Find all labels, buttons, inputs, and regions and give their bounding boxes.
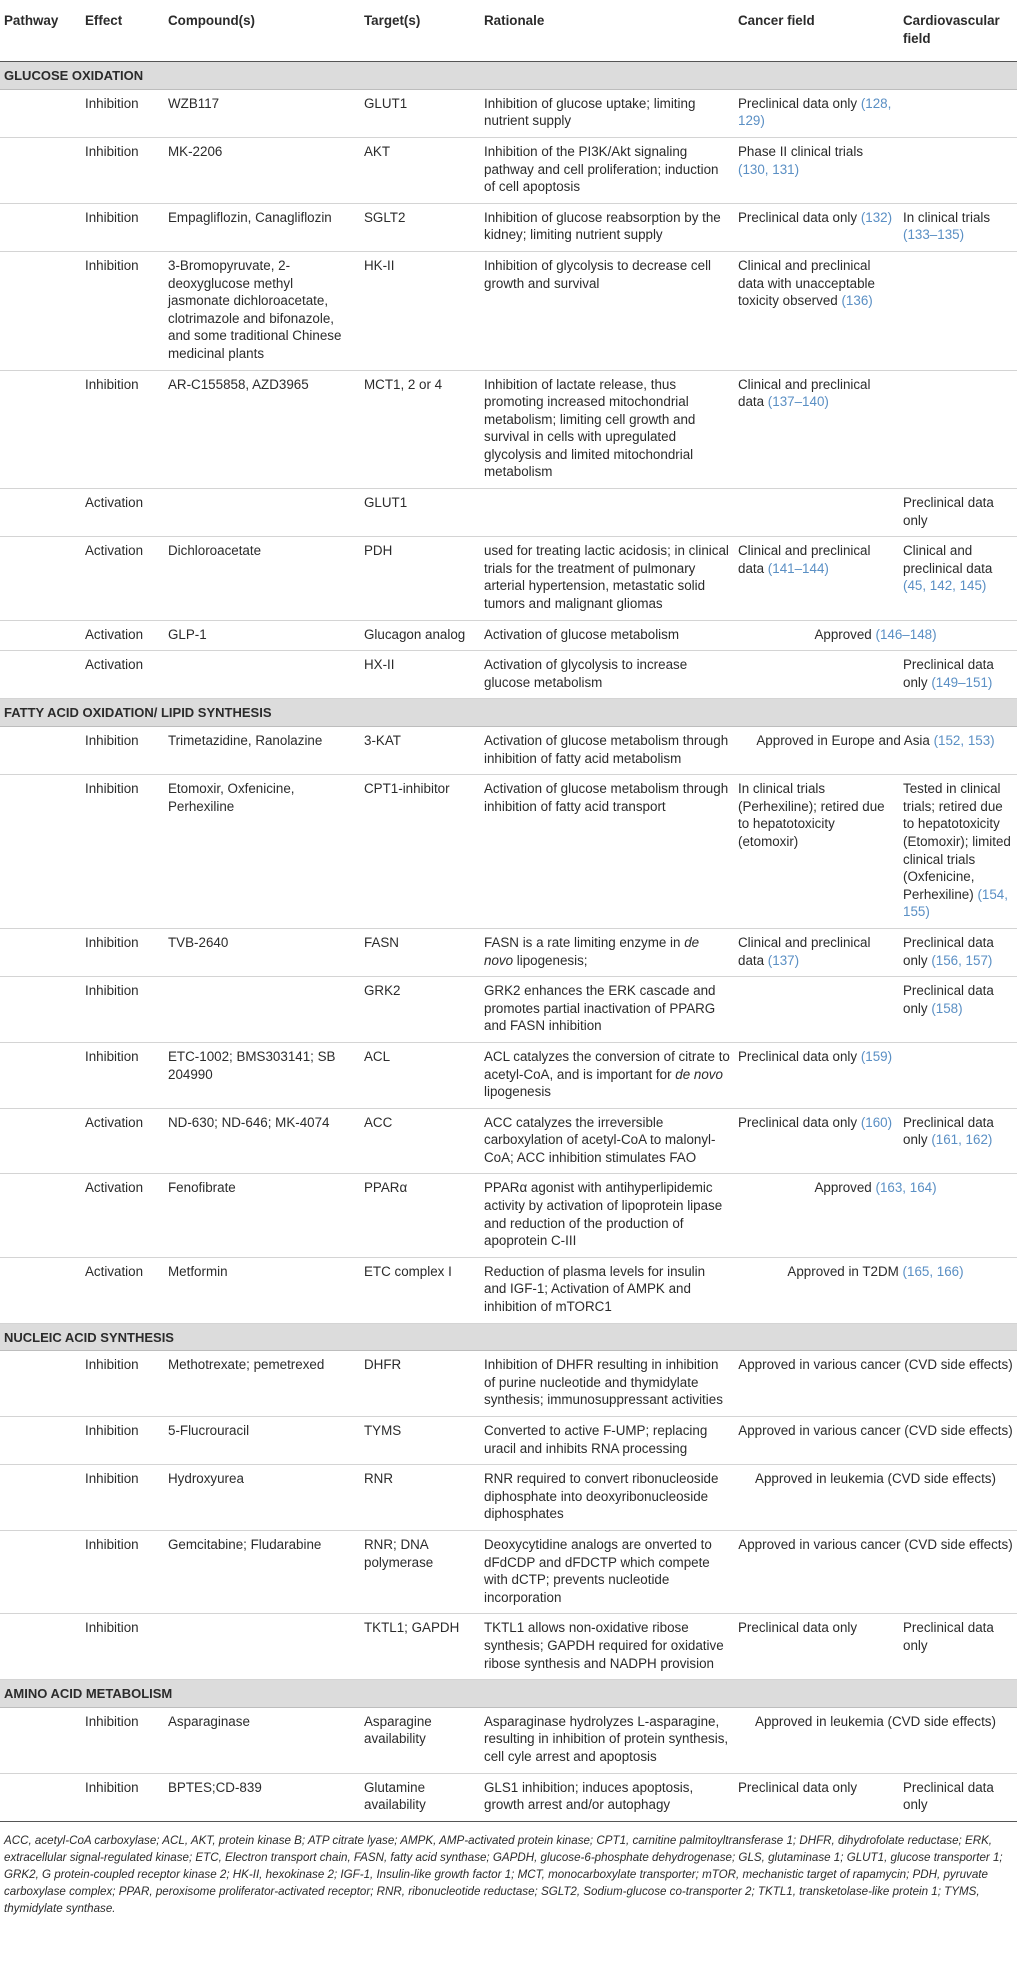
cardiovascular-field-cell — [899, 370, 1017, 489]
cancer-field-cell-text: Phase II clinical trials — [738, 143, 864, 159]
cancer-field-cell — [734, 651, 899, 699]
cancer-field-cell — [734, 489, 899, 537]
cardiovascular-field-cell-refs: (133–135) — [903, 227, 965, 243]
combined-field-cell-text: Approved in various cancer (CVD side effects) — [738, 1423, 1013, 1438]
table-row — [0, 1530, 1017, 1613]
cancer-field-cell-refs: (137–140) — [767, 394, 829, 410]
cancer-field-cell — [734, 537, 899, 620]
targets-cell: RNR — [360, 1465, 480, 1531]
pathway-cell — [0, 651, 81, 699]
cardiovascular-field-cell-text: Preclinical data only — [903, 495, 994, 528]
combined-field-cell-text: Approved in leukemia (CVD side effects) — [755, 1713, 996, 1729]
combined-field-cell-refs: (146–148) — [875, 626, 937, 642]
effect-cell: Activation — [81, 1108, 164, 1174]
effect-cell: Inhibition — [81, 1773, 164, 1821]
pathway-cell — [0, 137, 81, 203]
combined-field-cell — [734, 1417, 1017, 1465]
table-row — [0, 1417, 1017, 1465]
compounds-cell: 5-Flucrouracil — [164, 1417, 360, 1465]
cardiovascular-field-cell-text: Preclinical data only — [903, 983, 994, 1016]
compounds-cell: BPTES;CD-839 — [164, 1773, 360, 1821]
effect-cell: Inhibition — [81, 251, 164, 370]
compounds-cell: MK-2206 — [164, 137, 360, 203]
pathway-cell — [0, 620, 81, 651]
cancer-field-cell — [734, 137, 899, 203]
section-row — [0, 699, 1017, 727]
combined-field-cell — [734, 1351, 1017, 1417]
combined-field-cell — [734, 1530, 1017, 1613]
effect-cell: Inhibition — [81, 89, 164, 137]
rationale-cell: Activation of glucose metabolism through inhibition of fatty acid metabolism — [480, 727, 734, 775]
cardiovascular-field-cell-refs: (156, 157) — [931, 952, 993, 968]
pathway-cell — [0, 1417, 81, 1465]
pathway-cell — [0, 775, 81, 929]
compounds-cell: Asparaginase — [164, 1707, 360, 1773]
cardiovascular-field-cell — [899, 928, 1017, 976]
targets-cell: ETC complex I — [360, 1257, 480, 1323]
rationale-cell: TKTL1 allows non-oxidative ribose synthesis; GAPDH required for oxidative ribose synthesis and NADPH provision — [480, 1614, 734, 1680]
effect-cell: Activation — [81, 651, 164, 699]
compounds-cell — [164, 977, 360, 1043]
compounds-cell: Metformin — [164, 1257, 360, 1323]
effect-cell: Inhibition — [81, 977, 164, 1043]
rationale-cell: used for treating lactic acidosis; in clinical trials for the treatment of pulmonary arterial hypertension, metastatic solid tumors and malignant gliomas — [480, 537, 734, 620]
table-row — [0, 977, 1017, 1043]
combined-field-cell — [734, 620, 1017, 651]
compounds-cell — [164, 489, 360, 537]
effect-cell: Inhibition — [81, 1465, 164, 1531]
cancer-field-cell — [734, 1108, 899, 1174]
cancer-field-cell — [734, 89, 899, 137]
rationale-cell: GLS1 inhibition; induces apoptosis, growth arrest and/or autophagy — [480, 1773, 734, 1821]
cardiovascular-field-cell — [899, 1108, 1017, 1174]
compounds-cell: Trimetazidine, Ranolazine — [164, 727, 360, 775]
italic-term: de novo — [675, 1066, 723, 1082]
effect-cell: Inhibition — [81, 137, 164, 203]
cardiovascular-field-cell — [899, 251, 1017, 370]
rationale-cell: Asparaginase hydrolyzes L-asparagine, resulting in inhibition of protein synthesis, cell cyle arrest and apoptosis — [480, 1707, 734, 1773]
cardiovascular-field-cell-text: Preclinical data only — [903, 1114, 994, 1148]
table-row — [0, 1042, 1017, 1108]
table-row — [0, 1351, 1017, 1417]
section-row — [0, 1680, 1017, 1708]
effect-cell: Activation — [81, 537, 164, 620]
effect-cell: Inhibition — [81, 775, 164, 929]
combined-field-cell-refs: (163, 164) — [875, 1180, 937, 1196]
compounds-cell: Empagliflozin, Canagliflozin — [164, 203, 360, 251]
section-title: AMINO ACID METABOLISM — [0, 1680, 1017, 1708]
cancer-field-cell — [734, 1042, 899, 1108]
targets-cell: Asparagine availability — [360, 1707, 480, 1773]
cardiovascular-field-cell — [899, 1042, 1017, 1108]
cancer-field-cell — [734, 251, 899, 370]
compounds-cell: GLP-1 — [164, 620, 360, 651]
effect-cell: Inhibition — [81, 1417, 164, 1465]
targets-cell: Glucagon analog — [360, 620, 480, 651]
rationale-cell: RNR required to convert ribonucleoside diphosphate into deoxyribonucleoside diphosphates — [480, 1465, 734, 1531]
combined-field-cell-text: Approved in Europe and Asia — [756, 733, 930, 748]
cardiovascular-field-cell — [899, 1773, 1017, 1821]
table-row — [0, 1465, 1017, 1531]
rationale-cell: Converted to active F-UMP; replacing uracil and inhibits RNA processing — [480, 1417, 734, 1465]
pathway-cell — [0, 727, 81, 775]
cancer-field-cell-refs: (128, 129) — [738, 95, 892, 129]
pathway-cell — [0, 1707, 81, 1773]
targets-cell: HK-II — [360, 251, 480, 370]
pathway-cell — [0, 537, 81, 620]
cancer-field-cell — [734, 977, 899, 1043]
targets-cell: Glutamine availability — [360, 1773, 480, 1821]
table-row — [0, 1108, 1017, 1174]
targets-cell: ACL — [360, 1042, 480, 1108]
header-pathway: Pathway — [0, 4, 81, 62]
header-effect: Effect — [81, 4, 164, 62]
cardiovascular-field-cell-text: Preclinical data only — [903, 1620, 994, 1653]
cardiovascular-field-cell — [899, 775, 1017, 929]
pathway-cell — [0, 1351, 81, 1417]
targets-cell: DHFR — [360, 1351, 480, 1417]
pathway-cell — [0, 928, 81, 976]
cardiovascular-field-cell — [899, 537, 1017, 620]
table-row — [0, 89, 1017, 137]
combined-field-cell — [734, 1465, 1017, 1531]
effect-cell: Inhibition — [81, 203, 164, 251]
table-row — [0, 489, 1017, 537]
table-row — [0, 370, 1017, 489]
targets-cell: GRK2 — [360, 977, 480, 1043]
cancer-field-cell-text: Preclinical data only — [738, 1620, 858, 1636]
table-row — [0, 1707, 1017, 1773]
cardiovascular-field-cell-refs: (158) — [931, 1000, 963, 1016]
cancer-field-cell-text: Clinical and preclinical data — [738, 934, 871, 968]
combined-field-cell-text: Approved in various cancer (CVD side effects) — [738, 1357, 1013, 1373]
combined-field-cell — [734, 1257, 1017, 1323]
compounds-cell: ND-630; ND-646; MK-4074 — [164, 1108, 360, 1174]
table-row — [0, 1773, 1017, 1821]
combined-field-cell-refs: (165, 166) — [902, 1263, 964, 1279]
effect-cell: Inhibition — [81, 727, 164, 775]
effect-cell: Inhibition — [81, 1351, 164, 1417]
cancer-field-cell-text: Preclinical data only — [738, 95, 858, 111]
cardiovascular-field-cell-text: Tested in clinical trials; retired due to hepatotoxicity (Etomoxir); limited clinical trials (Oxfenicine, Perhexiline) — [903, 781, 1011, 902]
cancer-field-cell — [734, 370, 899, 489]
combined-field-cell-refs: (152, 153) — [933, 733, 995, 748]
pathway-cell — [0, 1530, 81, 1613]
cancer-field-cell-refs: (132) — [860, 209, 893, 225]
cancer-field-cell-text: In clinical trials (Perhexiline); retired due to hepatotoxicity (etomoxir) — [738, 781, 885, 849]
table-row — [0, 251, 1017, 370]
effect-cell: Inhibition — [81, 928, 164, 976]
pathway-cell — [0, 1773, 81, 1821]
rationale-cell: ACL catalyzes the conversion of citrate to acetyl-CoA, and is important for de novo lipogenesis — [480, 1042, 734, 1108]
section-title: NUCLEIC ACID SYNTHESIS — [0, 1323, 1017, 1351]
metabolic-targets-table — [0, 4, 1017, 1822]
pathway-cell — [0, 203, 81, 251]
compounds-cell: Hydroxyurea — [164, 1465, 360, 1531]
combined-field-cell-text: Approved — [814, 1180, 872, 1196]
cardiovascular-field-cell-refs: (149–151) — [931, 674, 993, 690]
rationale-cell: Inhibition of glucose uptake; limiting nutrient supply — [480, 89, 734, 137]
rationale-cell: PPARα agonist with antihyperlipidemic activity by activation of lipoprotein lipase and reduction of the production of apoprotein C-III — [480, 1174, 734, 1257]
section-title: FATTY ACID OXIDATION/ LIPID SYNTHESIS — [0, 699, 1017, 727]
table-row — [0, 1174, 1017, 1257]
cardiovascular-field-cell — [899, 203, 1017, 251]
cardiovascular-field-cell-text: Preclinical data only — [903, 1779, 994, 1813]
pathway-cell — [0, 1257, 81, 1323]
rationale-cell: Inhibition of DHFR resulting in inhibition of purine nucleotide and thymidylate synthesis; immunosuppressant activities — [480, 1351, 734, 1417]
effect-cell: Activation — [81, 1257, 164, 1323]
compounds-cell: AR-C155858, AZD3965 — [164, 370, 360, 489]
pathway-cell — [0, 1614, 81, 1680]
header-compounds: Compound(s) — [164, 4, 360, 62]
cancer-field-cell — [734, 1773, 899, 1821]
targets-cell: TKTL1; GAPDH — [360, 1614, 480, 1680]
compounds-cell: Methotrexate; pemetrexed — [164, 1351, 360, 1417]
cancer-field-cell-refs: (137) — [767, 952, 800, 968]
cancer-field-cell-refs: (159) — [860, 1048, 893, 1064]
cardiovascular-field-cell-refs: (154, 155) — [903, 886, 1008, 920]
combined-field-cell-text: Approved in leukemia (CVD side effects) — [755, 1471, 996, 1487]
rationale-cell: Deoxycytidine analogs are onverted to dFdCDP and dFDCTP which compete with dCTP; prevents nucleotide incorporation — [480, 1530, 734, 1613]
header-cancer-field: Cancer field — [734, 4, 899, 62]
effect-cell: Activation — [81, 1174, 164, 1257]
cardiovascular-field-cell-text: Preclinical data only — [903, 657, 994, 690]
rationale-cell — [480, 489, 734, 537]
cancer-field-cell-refs: (141–144) — [767, 560, 829, 576]
cancer-field-cell — [734, 775, 899, 929]
compounds-cell: Gemcitabine; Fludarabine — [164, 1530, 360, 1613]
table-row — [0, 775, 1017, 929]
cancer-field-cell-text: Clinical and preclinical data — [738, 543, 871, 576]
targets-cell: SGLT2 — [360, 203, 480, 251]
targets-cell: HX-II — [360, 651, 480, 699]
combined-field-cell — [734, 1174, 1017, 1257]
compounds-cell: Fenofibrate — [164, 1174, 360, 1257]
combined-field-cell — [734, 727, 1017, 775]
section-row — [0, 62, 1017, 90]
cardiovascular-field-cell-text: Preclinical data only — [903, 934, 994, 968]
effect-cell: Activation — [81, 620, 164, 651]
effect-cell: Inhibition — [81, 1614, 164, 1680]
cancer-field-cell-refs: (160) — [860, 1114, 893, 1130]
table-row — [0, 727, 1017, 775]
rationale-cell: ACC catalyzes the irreversible carboxylation of acetyl-CoA to malonyl-CoA; ACC inhibition stimulates FAO — [480, 1108, 734, 1174]
cancer-field-cell-refs: (130, 131) — [738, 161, 800, 177]
cancer-field-cell-refs: (136) — [841, 293, 873, 309]
pathway-cell — [0, 489, 81, 537]
cardiovascular-field-cell-refs: (161, 162) — [931, 1132, 993, 1148]
targets-cell: FASN — [360, 928, 480, 976]
compounds-cell: ETC-1002; BMS303141; SB 204990 — [164, 1042, 360, 1108]
compounds-cell — [164, 1614, 360, 1680]
table-row — [0, 1614, 1017, 1680]
cardiovascular-field-cell-text: Clinical and preclinical data — [903, 543, 993, 576]
targets-cell: RNR; DNA polymerase — [360, 1530, 480, 1613]
rationale-cell: GRK2 enhances the ERK cascade and promotes partial inactivation of PPARG and FASN inhibition — [480, 977, 734, 1043]
cancer-field-cell — [734, 203, 899, 251]
targets-cell: GLUT1 — [360, 489, 480, 537]
combined-field-cell-text: Approved — [814, 626, 872, 642]
cardiovascular-field-cell-text: In clinical trials — [903, 209, 991, 225]
cardiovascular-field-cell — [899, 89, 1017, 137]
combined-field-cell-text: Approved in T2DM — [787, 1263, 899, 1279]
cancer-field-cell-text: Preclinical data only — [738, 209, 858, 225]
table-row — [0, 1257, 1017, 1323]
rationale-cell: Inhibition of lactate release, thus promoting increased mitochondrial metabolism; limiting cell growth and survival in cells with upregulated glycolysis and limited mitochondrial metabolism — [480, 370, 734, 489]
pathway-cell — [0, 370, 81, 489]
targets-cell: PDH — [360, 537, 480, 620]
pathway-cell — [0, 251, 81, 370]
cardiovascular-field-cell — [899, 489, 1017, 537]
effect-cell: Inhibition — [81, 1042, 164, 1108]
compounds-cell: Dichloroacetate — [164, 537, 360, 620]
rationale-cell: Activation of glucose metabolism through inhibition of fatty acid transport — [480, 775, 734, 929]
cancer-field-cell-text: Preclinical data only — [738, 1114, 858, 1130]
header-row — [0, 4, 1017, 62]
compounds-cell: Etomoxir, Oxfenicine, Perhexiline — [164, 775, 360, 929]
targets-cell: CPT1-inhibitor — [360, 775, 480, 929]
cancer-field-cell-text: Clinical and preclinical data with unacceptable toxicity observed — [738, 257, 875, 309]
header-targets: Target(s) — [360, 4, 480, 62]
table-footnote: ACC, acetyl-CoA carboxylase; ACL, AKT, protein kinase B; ATP citrate lyase; AMPK, AMP-activated protein kinase; CPT1, carnitine palmitoyltransferase 1; DHFR, dihydrofolate reductase; ERK, extracellular signal-regulated kinase; ETC, Electron transport chain, FASN, fatty acid synthase; GAPDH, glucose-6-phosphate dehydrogenase; GLS, glutaminase 1; GLUT1, glucose transporter 1; GRK2, G protein-coupled receptor kinase 2; HK-II, hexokinase 2; IGF-1, Insulin-like growth factor 1; MCT, monocarboxylate transporter; mTOR, mechanistic target of rapamycin; PDH, pyruvate carboxylase complex; PPAR, peroxisome proliferator-activated receptor; RNR, ribonucleotide reductase; SGLT2, Sodium-glucose co-transporter 2; TKTL1, transketolase-like protein 1; TYMS, thymidylate synthase. — [0, 1821, 1017, 1917]
targets-cell: AKT — [360, 137, 480, 203]
targets-cell: GLUT1 — [360, 89, 480, 137]
rationale-cell: Inhibition of glucose reabsorption by the kidney; limiting nutrient supply — [480, 203, 734, 251]
pathway-cell — [0, 89, 81, 137]
cancer-field-cell-text: Clinical and preclinical data — [738, 376, 871, 410]
header-rationale: Rationale — [480, 4, 734, 62]
rationale-cell: Inhibition of the PI3K/Akt signaling pathway and cell proliferation; induction of cell apoptosis — [480, 137, 734, 203]
effect-cell: Activation — [81, 489, 164, 537]
effect-cell: Inhibition — [81, 1530, 164, 1613]
rationale-cell: Activation of glycolysis to increase glucose metabolism — [480, 651, 734, 699]
effect-cell: Inhibition — [81, 370, 164, 489]
rationale-cell: FASN is a rate limiting enzyme in de novo lipogenesis; — [480, 928, 734, 976]
cardiovascular-field-cell — [899, 137, 1017, 203]
cancer-field-cell — [734, 928, 899, 976]
compounds-cell: 3-Bromopyruvate, 2-deoxyglucose methyl jasmonate dichloroacetate, clotrimazole and bifonazole, and some traditional Chinese medicinal plants — [164, 251, 360, 370]
table-body — [0, 62, 1017, 1822]
table-row — [0, 620, 1017, 651]
combined-field-cell — [734, 1707, 1017, 1773]
targets-cell: TYMS — [360, 1417, 480, 1465]
header-cardiovascular-field: Cardiovascular field — [899, 4, 1017, 62]
combined-field-cell-text: Approved in various cancer (CVD side effects) — [738, 1536, 1013, 1552]
rationale-cell: Activation of glucose metabolism — [480, 620, 734, 651]
compounds-cell: WZB117 — [164, 89, 360, 137]
rationale-cell: Inhibition of glycolysis to decrease cell growth and survival — [480, 251, 734, 370]
pathway-cell — [0, 977, 81, 1043]
targets-cell: PPARα — [360, 1174, 480, 1257]
pathway-cell — [0, 1174, 81, 1257]
targets-cell: ACC — [360, 1108, 480, 1174]
table-row — [0, 203, 1017, 251]
cancer-field-cell — [734, 1614, 899, 1680]
compounds-cell: TVB-2640 — [164, 928, 360, 976]
pathway-cell — [0, 1465, 81, 1531]
effect-cell: Inhibition — [81, 1707, 164, 1773]
pathway-cell — [0, 1042, 81, 1108]
pathway-cell — [0, 1108, 81, 1174]
targets-cell: 3-KAT — [360, 727, 480, 775]
cardiovascular-field-cell — [899, 1614, 1017, 1680]
cancer-field-cell-text: Preclinical data only — [738, 1779, 858, 1795]
rationale-cell: Reduction of plasma levels for insulin and IGF-1; Activation of AMPK and inhibition of mTORC1 — [480, 1257, 734, 1323]
cardiovascular-field-cell — [899, 651, 1017, 699]
table-row — [0, 537, 1017, 620]
table-row — [0, 137, 1017, 203]
targets-cell: MCT1, 2 or 4 — [360, 370, 480, 489]
section-title: GLUCOSE OXIDATION — [0, 62, 1017, 90]
section-row — [0, 1323, 1017, 1351]
table-row — [0, 651, 1017, 699]
table-row — [0, 928, 1017, 976]
cardiovascular-field-cell-refs: (45, 142, 145) — [903, 578, 987, 594]
italic-term: de novo — [484, 934, 700, 968]
cancer-field-cell-text: Preclinical data only — [738, 1048, 858, 1064]
compounds-cell — [164, 651, 360, 699]
cardiovascular-field-cell — [899, 977, 1017, 1043]
